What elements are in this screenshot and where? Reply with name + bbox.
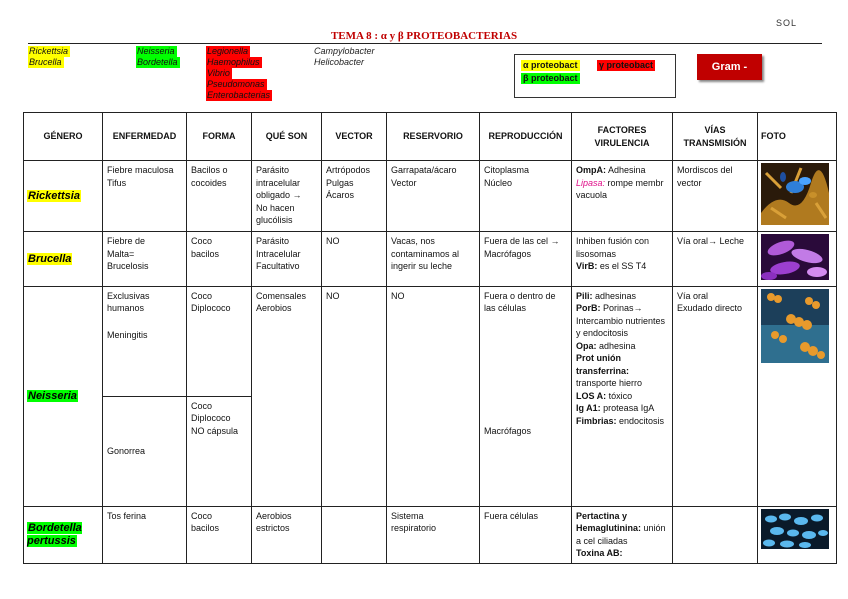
factor-key: VirB: [576,261,598,271]
cell-line: Diplococo [191,303,231,313]
factor-key: Pertactina y Hemaglutinina: [576,510,642,533]
factor-item [576,302,668,340]
cell-line: Aerobios [256,510,292,521]
legend-group-alpha [28,46,70,68]
reproduccion-cell [480,286,572,506]
cell-line: Artrópodos [326,165,371,175]
reservorio-cell [387,506,480,563]
cell-line: Coco [191,400,213,411]
genus-cell [24,286,103,506]
cell-line: Parásito [256,236,290,246]
factor-key: Ig A1: [576,403,601,413]
factor-value: Adhesina [606,165,646,175]
factor-item [576,402,668,415]
col-header-forma: FORMA [187,113,252,161]
cell-line: Diplococo [191,413,231,423]
factor-item [576,352,668,390]
que-son-cell [252,232,322,287]
cell-line: NO cápsula [191,425,239,436]
col-header-vias: VÍAS TRANSMISIÓN [673,113,758,161]
spacer [484,315,567,425]
foto-cell [758,232,837,287]
classification-key-box [514,54,676,98]
foto-cell [758,506,837,563]
cell-line: Exudado directo [677,303,743,313]
factor-item [576,164,668,177]
factor-key: Fimbrias: [576,415,617,426]
genus-name: Rickettsia [28,189,80,202]
cell-line: Intracelular [256,248,301,259]
factor-value: rompe membr vacuola [576,177,664,200]
legend-group-epsilon [313,46,377,68]
factor-key: Opa: [576,340,597,351]
genus-name: Neisseria [28,389,77,402]
factor-item [576,390,668,403]
factor-value: transporte hierro [576,378,643,388]
legend-item: Enterobacterias [207,90,271,100]
vector-cell [322,161,387,232]
legend-item: Rickettsia [29,46,69,56]
factor-key: PorB: [576,303,601,313]
legend-item: Legionella [207,46,249,56]
vias-cell [673,286,758,506]
cell-line: Tifus [107,177,127,188]
col-header-enfermedad: ENFERMEDAD [103,113,187,161]
table-row-neisseria [24,286,837,396]
cell-line: Facultativo [256,261,300,271]
factor-item [576,547,668,560]
cell-line: Macrófagos [484,425,532,436]
neisseria-photo [761,289,829,363]
foto-cell [758,161,837,232]
legend-item: Pseudomonas [207,79,265,89]
enfermedad-cell: Tos ferina [103,506,187,563]
cell-line: cocoides [191,177,227,188]
factor-value: endocitosis [616,415,665,426]
factores-cell [572,506,673,563]
cell-line: Bacilos o [191,165,228,175]
factor-key: Prot unión transferrina: [576,353,630,376]
factor-key: LOS A: [576,390,607,401]
factor-item: Inhiben fusión con lisosomas [576,236,650,259]
factor-value: unión a cel ciliadas [576,523,666,546]
enfermedad-cell [103,161,187,232]
genus-cell [24,506,103,563]
cell-line: Citoplasma [484,165,530,175]
factor-item [576,260,668,273]
legend-item: Campylobacter [314,46,375,56]
cell-line: No hacen [256,202,295,213]
key-gamma: γ proteobact [599,60,654,70]
cell-line: Comensales [256,290,307,301]
vector-cell [322,506,387,563]
cell-line: Brucelosis [107,261,149,271]
cell-line: Ácaros [326,190,355,200]
legend-item: Vibrio [207,68,230,78]
col-header-vector: VECTOR [322,113,387,161]
factor-key: OmpA: [576,165,606,175]
vias-cell: Vía oral→ Leche [673,232,758,287]
col-header-foto: FOTO [758,113,837,161]
rickettsia-photo [761,163,829,225]
cell-line: Pulgas [326,177,354,188]
genus-name: Brucella [28,252,72,265]
cell-line: intracelular [256,177,301,188]
gram-badge: Gram - [697,54,762,80]
cell-line: humanos [107,303,145,313]
factor-item [576,290,668,303]
forma-cell [187,506,252,563]
vector-cell: NO [322,232,387,287]
factor-item [576,415,668,428]
factores-cell [572,232,673,287]
reproduccion-cell: Fuera células [480,506,572,563]
key-alpha: α proteobact [523,60,578,70]
col-header-reproduccion: REPRODUCCIÓN [480,113,572,161]
que-son-cell [252,286,322,506]
legend-item: Brucella [29,57,62,67]
cell-line: glucólisis [256,215,293,225]
genus-name: Bordetella pertussis [27,522,82,547]
cell-line: Exclusivas [107,290,150,301]
que-son-cell [252,161,322,232]
factor-value: proteasa IgA [600,403,655,413]
vias-cell: Mordiscos del vector [673,161,758,232]
col-header-factores: FACTORES VIRULENCIA [572,113,673,161]
legend-item: Bordetella [137,57,178,67]
cell-line: Aerobios [256,303,292,313]
spacer [107,315,182,329]
legend-item: Haemophilus [207,57,260,67]
forma-cell [187,232,252,287]
cell-line: Vector [391,177,417,188]
cell-line: Coco [191,510,213,521]
cell-line: Garrapata/ácaro [391,165,457,175]
cell-line: Coco [191,290,213,301]
brucella-photo [761,234,829,280]
reservorio-cell: Vacas, nos contaminamos al ingerir su leche [387,232,480,287]
forma-cell [187,161,252,232]
cell-line: Meningitis [107,329,148,340]
col-header-genero: GÉNERO [24,113,103,161]
factor-value: es el SS T4 [597,261,647,271]
genus-cell [24,161,103,232]
forma-cell [187,286,252,396]
col-header-que-son: QUÉ SON [252,113,322,161]
cell-line: Coco [191,236,213,246]
page-title: TEMA 8 : α y β PROTEOBACTERIAS [330,30,518,42]
bacteria-table [23,112,837,564]
cell-line: estrictos [256,523,290,533]
factor-value: tóxico [606,390,633,401]
factor-key: Toxina AB: [576,548,623,558]
vector-cell: NO [322,286,387,506]
legend-item: Helicobacter [314,57,365,67]
table-row-bordetella [24,506,837,563]
title-divider [28,43,822,44]
cell-line: bacilos [191,523,220,533]
cell-line: Parásito [256,165,290,175]
genus-cell [24,232,103,287]
reproduccion-cell: Fuera de las cel → Macrófagos [480,232,572,287]
reproduccion-cell [480,161,572,232]
factor-key: Pili: [576,290,593,301]
factores-cell [572,286,673,506]
table-row-rickettsia [24,161,837,232]
bordetella-photo [761,509,829,549]
cell-line: Fiebre de [107,236,146,246]
factor-value: adhesina [596,340,636,351]
cell-line: Fiebre maculosa [107,165,174,175]
cell-line: bacilos [191,248,220,259]
reservorio-cell: NO [387,286,480,506]
que-son-cell [252,506,322,563]
legend-item: Neisseria [137,46,175,56]
factor-value: Porinas→ Intercambio nutrientes y endocitosis [576,303,666,338]
enfermedad-cell [103,286,187,396]
reservorio-cell [387,161,480,232]
factor-key: Lipasa: [576,177,606,188]
col-header-reservorio: RESERVORIO [387,113,480,161]
foto-cell [758,286,837,506]
factores-cell [572,161,673,232]
factor-item [576,510,668,548]
cell-line: Fuera o dentro de las células [484,290,556,313]
factor-item [576,177,668,202]
key-beta: β proteobact [523,73,578,83]
cell-line: Núcleo [484,177,513,188]
enfermedad-cell [103,232,187,287]
legend-group-beta [136,46,180,68]
legend-group-gamma [206,46,272,101]
header-row [24,113,837,161]
cell-line: Sistema [391,510,424,521]
enfermedad-cell: Gonorrea [103,396,187,506]
factor-value: adhesinas [592,290,637,301]
table-row-brucella [24,232,837,287]
forma-cell [187,396,252,506]
cell-line: respiratorio [391,523,437,533]
cell-line: Vía oral [677,290,709,301]
factor-item [576,340,668,353]
cell-line: Malta= [107,248,135,259]
corner-label: SOL [776,18,798,28]
vias-cell [673,506,758,563]
cell-line: obligado → [256,190,302,200]
